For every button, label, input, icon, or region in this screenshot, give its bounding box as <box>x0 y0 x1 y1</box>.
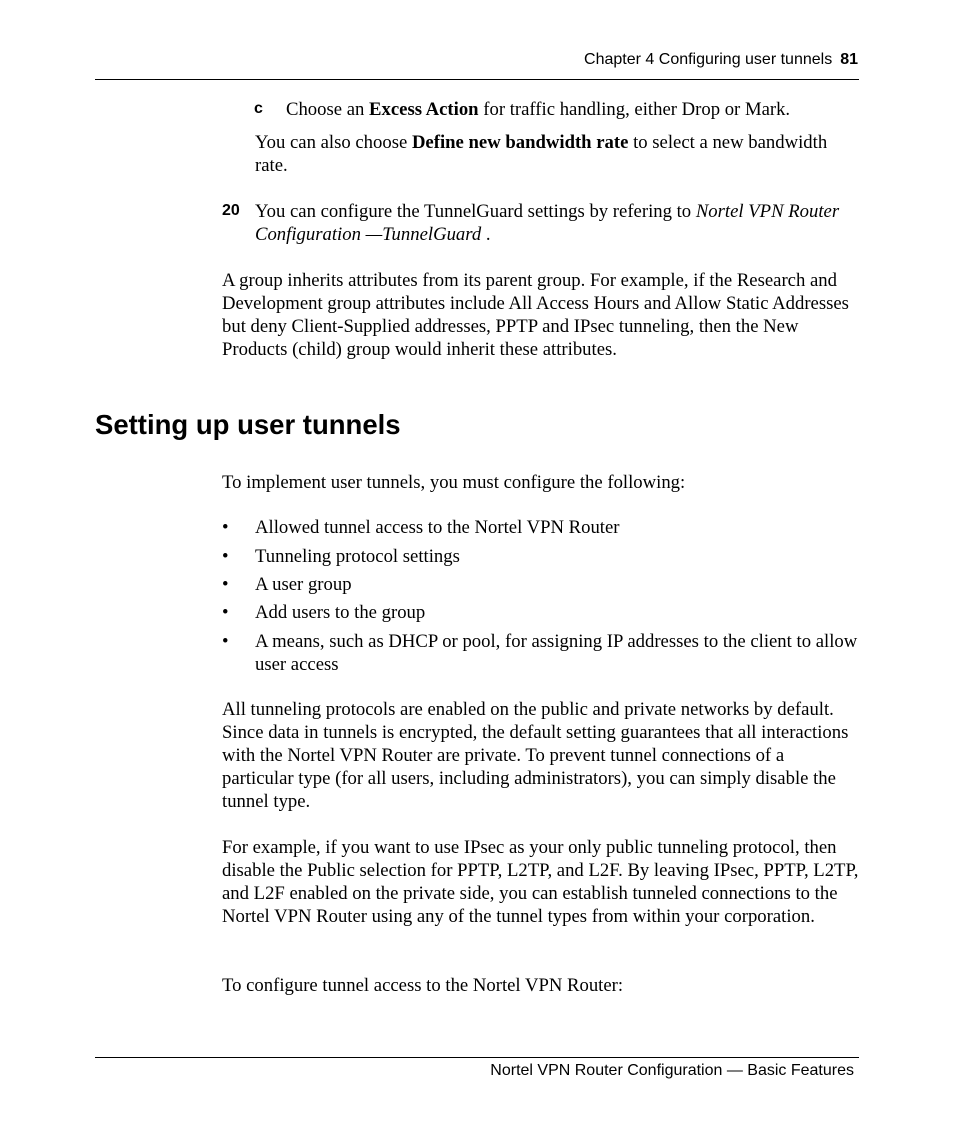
step-20-text-before: You can configure the TunnelGuard settings by refering to <box>255 201 696 222</box>
page-number: 81 <box>840 51 858 68</box>
paragraph-intro: To implement user tunnels, you must configure the following: <box>222 472 686 493</box>
excess-action-term: Excess Action <box>369 99 479 120</box>
tunnelguard-reference: Nortel VPN Router Configuration —TunnelGuard <box>255 201 840 245</box>
step-20-label: 20 <box>222 202 240 219</box>
chapter-title: Chapter 4 Configuring user tunnels <box>584 51 833 68</box>
step-c-text <box>286 98 790 121</box>
footer-rule <box>95 1057 859 1058</box>
bullet-dot: • <box>222 574 229 595</box>
step-c-text-after: for traffic handling, either Drop or Mark. <box>478 99 791 120</box>
running-header <box>584 51 858 69</box>
list-item-text: Allowed tunnel access to the Nortel VPN Router <box>255 517 620 538</box>
bullet-dot: • <box>222 517 229 538</box>
define-bandwidth-term: Define new bandwidth rate <box>411 132 629 153</box>
list-item-text: Tunneling protocol settings <box>255 546 460 567</box>
step-c-text-before: Choose an <box>286 99 370 120</box>
paragraph-ipsec-example: For example, if you want to use IPsec as your only public tunneling protocol, then disable the Public selection for PPTP, L2TP, and L2F. By leaving IPsec, PPTP, L2TP, and L2F enabled on the private side, you can establish tunneled connections to the Nortel VPN Router using any of the tunnel types from within your corporation. <box>222 837 859 927</box>
list-item-text: A user group <box>255 574 352 595</box>
paragraph-group-inheritance: A group inherits attributes from its parent group. For example, if the Research and Development group attributes include All Access Hours and Allow Static Addresses but deny Client-Supplied addresses, PPTP and IPsec tunneling, then the New Products (child) group would inherit these attributes. <box>222 270 849 360</box>
step-c-note-before: You can also choose <box>255 132 412 153</box>
bullet-dot: • <box>222 602 229 623</box>
list-item-text: Add users to the group <box>255 602 426 623</box>
step-c-note <box>255 131 859 177</box>
step-20-text-after: . <box>481 224 491 245</box>
step-c-label: c <box>254 100 263 117</box>
section-heading: Setting up user tunnels <box>95 409 401 440</box>
bullet-dot: • <box>222 546 229 567</box>
running-footer: Nortel VPN Router Configuration — Basic Features <box>490 1062 854 1079</box>
step-20-text <box>255 200 859 246</box>
paragraph-configure-access: To configure tunnel access to the Nortel VPN Router: <box>222 975 624 996</box>
list-item-text: A means, such as DHCP or pool, for assigning IP addresses to the client to allow user access <box>255 631 858 675</box>
paragraph-default-protocols: All tunneling protocols are enabled on the public and private networks by default. Since data in tunnels is encrypted, the default setting guarantees that all interactions with the Nortel VPN Router are private. To prevent tunnel connections of a particular type (for all users, including administrators), you can simply disable the tunnel type. <box>222 699 849 812</box>
header-rule <box>95 79 859 80</box>
bullet-dot: • <box>222 631 229 652</box>
step-c-note-after: to select a new bandwidth rate. <box>255 132 828 176</box>
